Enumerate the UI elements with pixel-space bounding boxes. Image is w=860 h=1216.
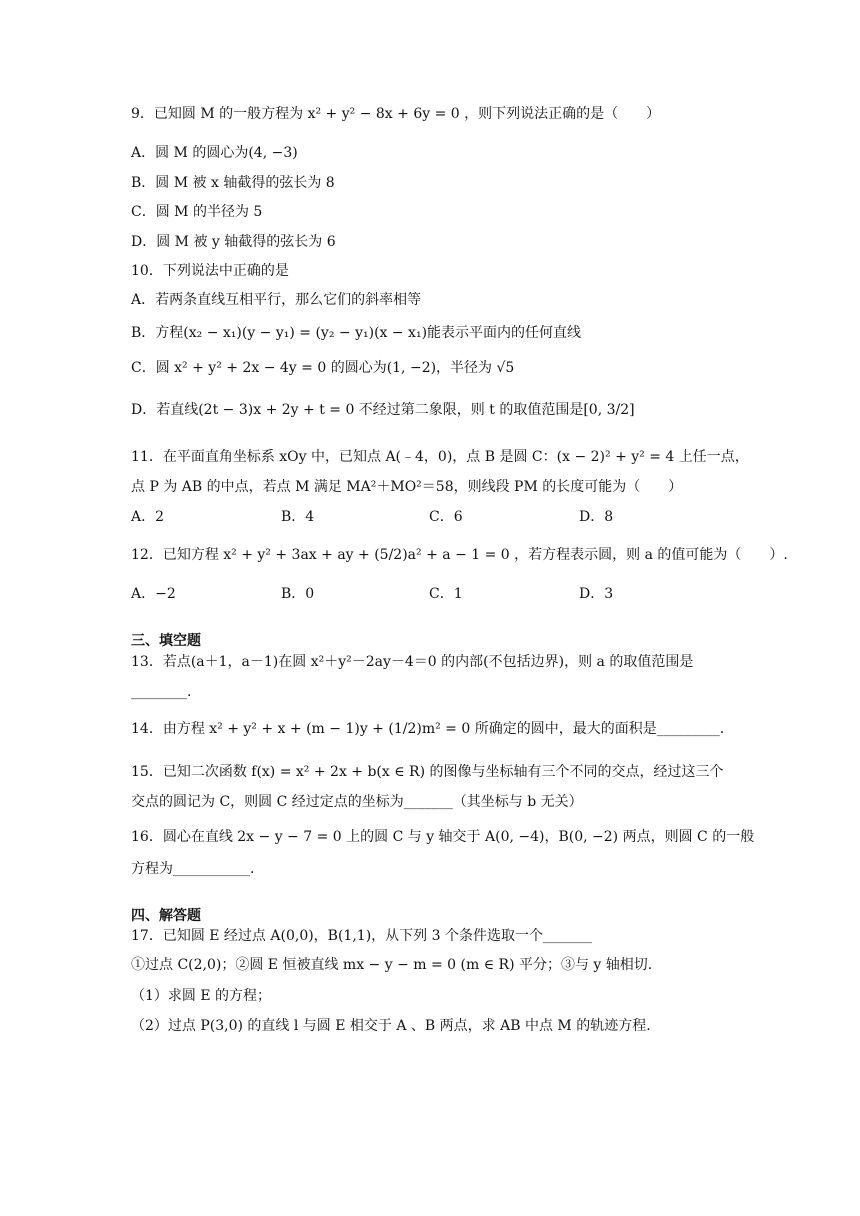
q10-option-a: A．若两条直线互相平行，那么它们的斜率相等 [131, 292, 422, 308]
q15-line2: 交点的圆记为 C，则圆 C 经过定点的坐标为_______（其坐标与 b 无关） [131, 794, 583, 810]
q12-option-b: B．0 [281, 586, 315, 602]
q12-options [131, 584, 691, 604]
q12-option-d: D．3 [579, 586, 614, 602]
q15-line1: 15．已知二次函数 f(x) = x² + 2x + b(x ∈ R) 的图像与坐标轴有三个不同的交点，经过这三个 [131, 764, 724, 780]
q14: 14．由方程 x² + y² + x + (m − 1)y + (1/2)m² = 0 所确定的圆中，最大的面积是_________. [131, 721, 725, 737]
q9-option-b: B．圆 M 被 x 轴截得的弦长为 8 [131, 175, 335, 191]
q9-option-d: D．圆 M 被 y 轴截得的弦长为 6 [131, 234, 336, 250]
q11-option-a: A．2 [131, 509, 165, 525]
q12-option-a: A．−2 [131, 586, 176, 602]
section-3-heading: 三、填空题 [131, 633, 201, 649]
q17-part2: （2）过点 P(3,0) 的直线 l 与圆 E 相交于 A 、B 两点，求 AB 中点 M 的轨迹方程. [131, 1018, 651, 1034]
q11-stem-line1: 11．在平面直角坐标系 xOy 中，已知点 A(﹣4，0)，点 B 是圆 C：(x − 2)² + y² = 4 上任一点， [131, 449, 749, 465]
q17-part1: （1）求圆 E 的方程； [131, 988, 272, 1004]
q16-line1: 16．圆心在直线 2x − y − 7 = 0 上的圆 C 与 y 轴交于 A(0, −4)，B(0, −2) 两点，则圆 C 的一般 [131, 829, 755, 845]
q9-stem: 9．已知圆 M 的一般方程为 x² + y² − 8x + 6y = 0 ，则下列说法正确的是（ ） [131, 106, 661, 122]
q10-stem: 10．下列说法中正确的是 [131, 263, 289, 279]
section-4-heading: 四、解答题 [131, 908, 201, 924]
q11-option-c: C．6 [429, 509, 463, 525]
q13-line2: ________. [131, 684, 192, 700]
q13-line1: 13．若点(a＋1，a－1)在圆 x²＋y²－2ay－4＝0 的内部(不包括边界)，则 a 的取值范围是 [131, 654, 694, 670]
q10-option-d: D．若直线(2t − 3)x + 2y + t = 0 不经过第二象限，则 t 的取值范围是[0, 3/2] [131, 402, 635, 418]
q17-conditions: ①过点 C(2,0)；②圆 E 恒被直线 mx − y − m = 0 (m ∈ R) 平分；③与 y 轴相切. [131, 957, 653, 973]
q11-option-b: B．4 [281, 509, 315, 525]
q12-stem: 12．已知方程 x² + y² + 3ax + ay + (5/2)a² + a − 1 = 0 ，若方程表示圆，则 a 的值可能为（ ）. [131, 547, 788, 563]
q10-option-c: C．圆 x² + y² + 2x − 4y = 0 的圆心为(1, −2)，半径为 √5 [131, 360, 515, 376]
q9-option-a: A．圆 M 的圆心为(4, −3) [131, 145, 298, 161]
q9-option-c: C．圆 M 的半径为 5 [131, 204, 263, 220]
q17-stem: 17．已知圆 E 经过点 A(0,0)，B(1,1)，从下列 3 个条件选取一个_______ [131, 928, 592, 944]
q11-option-d: D．8 [579, 509, 614, 525]
q11-stem-line2: 点 P 为 AB 的中点，若点 M 满足 MA²＋MO²＝58，则线段 PM 的长度可能为（ ） [131, 479, 683, 495]
q10-option-b: B．方程(x₂ − x₁)(y − y₁) = (y₂ − y₁)(x − x₁)能表示平面内的任何直线 [131, 325, 582, 341]
q16-line2: 方程为___________. [131, 861, 255, 877]
q11-options [131, 507, 691, 527]
q12-option-c: C．1 [429, 586, 463, 602]
